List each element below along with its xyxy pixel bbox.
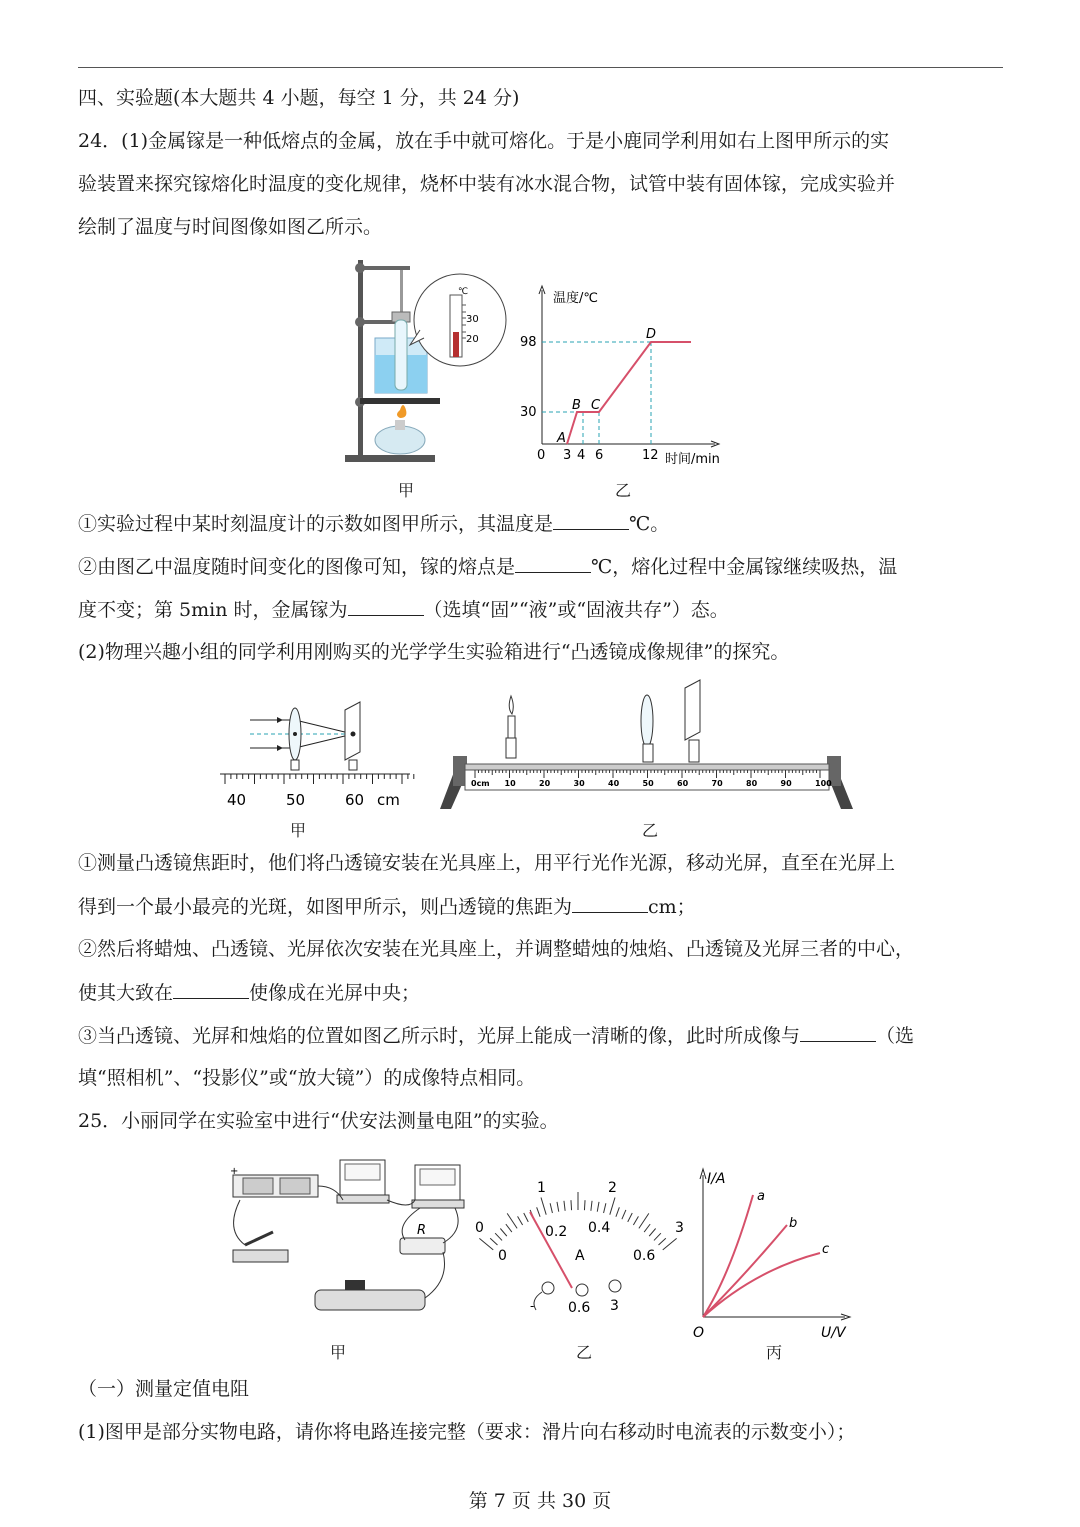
dial-tick — [479, 1238, 493, 1249]
q25-sub-q1: (1)图甲是部分实物电路，请你将电路连接完整（要求：滑片向右移动时电流表的示数变小）； — [78, 1421, 856, 1443]
q24-q2-line-1: ②由图乙中温度随时间变化的图像可知，镓的熔点是 ℃，熔化过程中金属镓继续吸热，温 — [78, 556, 898, 578]
dial-outer-1: 1 — [537, 1180, 546, 1196]
dial-tick — [622, 1210, 626, 1219]
circuit-figure — [225, 1140, 465, 1340]
dial-tick — [610, 1197, 615, 1214]
xtick-6: 6 — [595, 448, 604, 463]
xtick-12: 12 — [642, 448, 659, 463]
ruler1-60: 60 — [345, 791, 365, 809]
ruler2-label: 20 — [539, 779, 551, 788]
dial-unit: A — [575, 1248, 585, 1264]
answer-blank-focal-length[interactable] — [572, 894, 648, 913]
q24-p2-line-2: 使其大致在 使像成在光屏中央； — [78, 982, 421, 1004]
q25-title: 25．小丽同学在实验室中进行“伏安法测量电阻”的实验。 — [78, 1110, 559, 1132]
answer-blank-state[interactable] — [348, 597, 424, 616]
temperature-time-graph — [515, 282, 740, 467]
answer-blank-temperature[interactable] — [553, 511, 629, 530]
answer-blank-imaging[interactable] — [800, 1023, 876, 1042]
dial-tick — [597, 1202, 599, 1212]
ruler2-label: 50 — [642, 779, 654, 788]
q24-intro-line-3: 绘制了温度与时间图像如图乙所示。 — [78, 216, 383, 238]
header-rule — [78, 67, 1003, 68]
ytick-30: 30 — [520, 405, 537, 420]
graph-ylabel: 温度/℃ — [553, 291, 598, 306]
q24-p3-line-2: 填“照相机”、“投影仪”或“放大镜”）的成像特点相同。 — [78, 1067, 536, 1089]
ruler2-label: 90 — [780, 779, 792, 788]
dial-tick — [644, 1224, 650, 1232]
terminal-06: 0.6 — [568, 1300, 591, 1316]
iu-origin: O — [693, 1325, 705, 1341]
answer-blank-center[interactable] — [173, 980, 249, 999]
dial-tick — [518, 1216, 523, 1225]
q24-p3-line-1: ③当凸透镜、光屏和烛焰的位置如图乙所示时，光屏上能成一清晰的像，此时所成像与 （选 — [78, 1025, 915, 1047]
answer-blank-melting-point[interactable] — [515, 554, 591, 573]
optical-bench-figure — [435, 676, 860, 816]
dial-tick — [557, 1202, 559, 1212]
curve-a: a — [757, 1189, 765, 1204]
ruler2-label: 0cm — [471, 779, 490, 788]
dial-tick — [507, 1213, 517, 1228]
point-C: C — [591, 398, 601, 413]
q25-subtitle: （一）测量定值电阻 — [78, 1378, 250, 1400]
xtick-3: 3 — [563, 448, 572, 463]
dial-tick — [649, 1229, 655, 1237]
ruler2-label: 70 — [711, 779, 723, 788]
dial-inner-0: 0 — [498, 1248, 507, 1264]
dial-tick — [537, 1207, 540, 1216]
point-D: D — [646, 327, 657, 342]
dial-tick — [500, 1229, 506, 1237]
dial-tick — [616, 1207, 619, 1216]
ruler2-label: 80 — [746, 779, 758, 788]
dial-tick — [506, 1224, 512, 1232]
fig3-label-yi: 乙 — [576, 1343, 593, 1362]
iu-graph-figure — [685, 1165, 855, 1345]
melting-apparatus-figure — [340, 250, 510, 465]
dial-inner-06: 0.6 — [633, 1248, 656, 1264]
dial-tick — [639, 1213, 649, 1228]
thermo-tick-20: 20 — [466, 334, 479, 345]
dial-outer-2: 2 — [608, 1180, 617, 1196]
q24-p2-line-1: ②然后将蜡烛、凸透镜、光屏依次安装在光具座上，并调整蜡烛的烛焰、凸透镜及光屏三者的中心， — [78, 938, 915, 960]
dial-tick — [490, 1238, 497, 1245]
q24-q2-line-2: 度不变；第 5min 时，金属镓为 （选填“固”“液”或“固液共存”）态。 — [78, 599, 729, 621]
dial-outer-3: 3 — [675, 1220, 684, 1236]
q24-intro-line-2: 验装置来探究镓熔化时温度的变化规律，烧杯中装有冰水混合物，试管中装有固体镓，完成实验并 — [78, 173, 896, 195]
dial-inner-04: 0.4 — [588, 1220, 611, 1236]
ruler2-label: 100 — [815, 779, 832, 788]
dial-tick — [604, 1203, 606, 1213]
dial-tick — [659, 1238, 666, 1245]
ruler2-label: 40 — [608, 779, 620, 788]
ytick-98: 98 — [520, 335, 537, 350]
iu-xlabel: U/V — [821, 1325, 846, 1341]
thermo-tick-30: 30 — [466, 314, 479, 325]
q24-part2-title: (2)物理兴趣小组的同学利用刚购买的光学学生实验箱进行“凸透镜成像规律”的探究。 — [78, 641, 790, 663]
terminal-3: 3 — [610, 1298, 619, 1314]
xtick-0: 0 — [537, 448, 546, 463]
dial-tick — [524, 1213, 529, 1222]
terminal-minus: - — [530, 1299, 535, 1313]
dial-tick — [663, 1238, 677, 1249]
resistor-label: R — [417, 1223, 427, 1238]
section-title: 四、实验题(本大题共 4 小题，每空 1 分，共 24 分) — [78, 87, 520, 109]
q24-p1-line-1: ①测量凸透镜焦距时，他们将凸透镜安装在光具座上，用平行光作光源，移动光屏，直至在光屏上 — [78, 852, 896, 874]
ruler2-label: 30 — [573, 779, 585, 788]
dial-tick — [571, 1200, 572, 1210]
dial-tick — [564, 1201, 565, 1211]
fig2-label-jia: 甲 — [290, 821, 307, 840]
q24-q1: ①实验过程中某时刻温度计的示数如图甲所示，其温度是 ℃。 — [78, 513, 670, 535]
iu-ylabel: I/A — [707, 1171, 726, 1187]
point-A: A — [557, 431, 566, 446]
dial-tick — [550, 1203, 552, 1213]
graph-xlabel: 时间/min — [665, 452, 720, 467]
ammeter-dial-figure — [470, 1170, 695, 1320]
svg-text:+: + — [230, 1166, 239, 1177]
thermo-unit: ℃ — [458, 287, 469, 297]
ruler1-40: 40 — [227, 791, 247, 809]
ruler2-label: 10 — [504, 779, 516, 788]
q24-intro-line-1: 24．(1)金属镓是一种低熔点的金属，放在手中就可熔化。于是小鹿同学利用如右上图甲所示的实 — [78, 130, 890, 152]
dial-tick — [654, 1233, 661, 1240]
page-footer: 第 7 页 共 30 页 — [468, 1490, 612, 1512]
ruler1-unit: cm — [377, 791, 400, 809]
curve-b: b — [789, 1216, 798, 1231]
fig3-label-bing: 丙 — [766, 1343, 783, 1362]
curve-c: c — [822, 1242, 830, 1257]
fig1-label-jia: 甲 — [398, 481, 415, 500]
dial-tick — [591, 1201, 592, 1211]
fig3-label-jia: 甲 — [330, 1343, 347, 1362]
dial-tick — [541, 1197, 546, 1214]
dial-tick — [633, 1216, 638, 1225]
dial-inner-02: 0.2 — [545, 1224, 568, 1240]
fig2-label-yi: 乙 — [642, 821, 659, 840]
dial-tick — [495, 1233, 502, 1240]
point-B: B — [572, 398, 581, 413]
dial-tick — [628, 1213, 633, 1222]
q24-p1-line-2: 得到一个最小最亮的光斑，如图甲所示，则凸透镜的焦距为 cm； — [78, 896, 696, 918]
dial-tick — [584, 1200, 585, 1210]
focal-length-figure — [215, 690, 420, 815]
xtick-4: 4 — [577, 448, 586, 463]
ruler2-label: 60 — [677, 779, 689, 788]
fig1-label-yi: 乙 — [615, 481, 632, 500]
dial-outer-0: 0 — [475, 1220, 484, 1236]
ruler1-50: 50 — [286, 791, 306, 809]
